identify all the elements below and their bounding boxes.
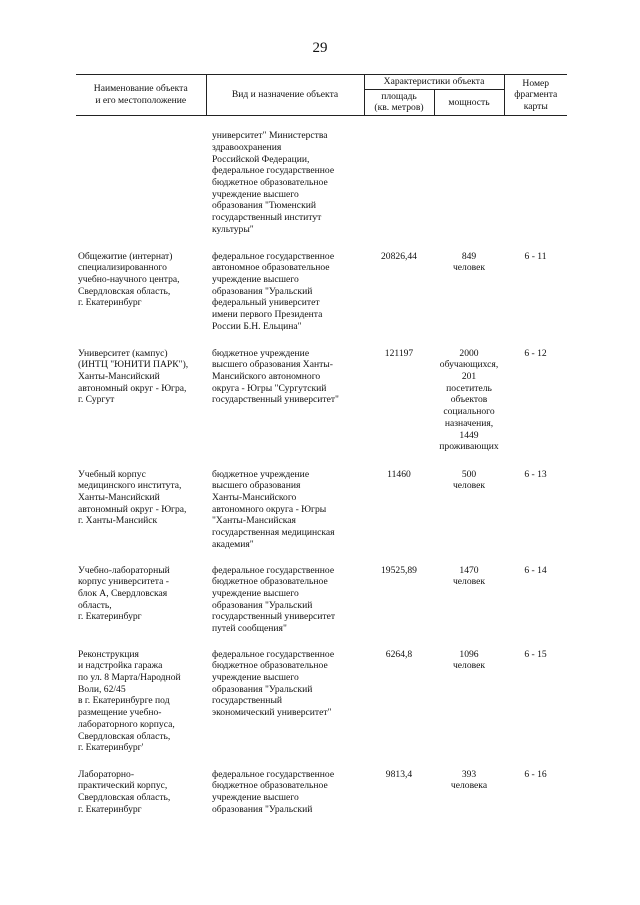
row-name: Общежитие (интернат) специализированного учебно-научного центра, Свердловская область, г. Екатеринбург <box>78 250 180 309</box>
row-kind: бюджетное учреждение высшего образования Ханты- Мансийского автономного округа - Югры "Сургутский государственный университет" <box>212 347 339 406</box>
header-name: Наименование объекта и его местоположение <box>76 75 206 116</box>
header-fragment: Номер фрагмента карты <box>504 75 567 116</box>
row-capacity <box>434 116 504 251</box>
table-row <box>76 769 567 816</box>
row-area: 9813,4 <box>385 768 413 780</box>
row-area: 6264,8 <box>385 648 413 660</box>
row-capacity: 500 человек <box>452 468 486 492</box>
objects-table <box>76 74 567 815</box>
table-row <box>76 251 567 348</box>
row-fragment: 6 - 12 <box>524 347 547 359</box>
row-area: 121197 <box>384 347 414 359</box>
header-characteristics: Характеристики объекта <box>364 75 504 90</box>
header-kind: Вид и назначение объекта <box>206 75 364 116</box>
row-name: Учебно-лабораторный корпус университета - блок А, Свердловская область, г. Екатеринбург <box>78 564 170 623</box>
table-row <box>76 565 567 649</box>
row-kind: федеральное государственное автономное образовательное учреждение высшего образования "Уральский федеральный университет имени первого Президента России Б.Н. Ельцина" <box>212 250 335 332</box>
row-kind: бюджетное учреждение высшего образования Ханты-Мансийского автономного округа - Югры "Ханты-Мансийская государственная медицинская академия" <box>212 468 335 550</box>
table-row <box>76 469 567 565</box>
row-name: Реконструкция и надстройка гаража по ул. 8 Марта/Народной Воли, 62/45 в г. Екатеринбурге под размещение учебно- лабораторного корпуса, Свердловская область, г. Екатеринбург' <box>78 648 181 754</box>
row-capacity: 393 человека <box>450 768 488 792</box>
row-area <box>364 116 434 251</box>
row-capacity: 849 человек <box>452 250 486 274</box>
header-capacity: мощность <box>434 89 504 115</box>
row-fragment: 6 - 13 <box>524 468 547 480</box>
row-name: Учебный корпус медицинского института, Ханты-Мансийский автономный округ - Югра, г. Ханты-Мансийск <box>78 468 187 527</box>
row-name: Лабораторно- практический корпус, Свердловская область, г. Екатеринбург <box>78 768 171 815</box>
row-fragment: 6 - 14 <box>524 564 547 576</box>
row-fragment: 6 - 11 <box>524 250 547 262</box>
row-name <box>76 116 206 251</box>
row-area: 11460 <box>387 468 411 480</box>
row-kind: федеральное государственное бюджетное образовательное учреждение высшего образования "Уральский государственный университет путей сообщения" <box>212 564 336 635</box>
table-row <box>76 348 567 469</box>
row-area: 19525,89 <box>381 564 417 576</box>
row-fragment <box>504 116 567 251</box>
row-fragment: 6 - 16 <box>524 768 547 780</box>
table-row <box>76 649 567 769</box>
row-fragment: 6 - 15 <box>524 648 547 660</box>
page-number: 29 <box>312 40 328 56</box>
header-area: площадь (кв. метров) <box>364 89 434 115</box>
row-area: 20826,44 <box>381 250 417 262</box>
row-capacity: 1096 человек <box>452 648 486 672</box>
row-kind: федеральное государственное бюджетное образовательное учреждение высшего образования "Уральский <box>212 768 335 815</box>
row-capacity: 1470 человек <box>452 564 486 588</box>
row-capacity: 2000 обучающихся, 201 посетитель объектов социального назначения, 1449 проживающих <box>439 347 499 453</box>
table-header <box>76 75 567 116</box>
row-kind: университет" Министерства здравоохранения Российской Федерации, федеральное государственное бюджетное образовательное учреждение высшего образования "Тюменский государственный институт культуры" <box>212 130 335 235</box>
row-kind: федеральное государственное бюджетное образовательное учреждение высшего образования "Уральский государственный экономический университет" <box>212 648 335 719</box>
table-row <box>76 116 567 251</box>
row-name: Университет (кампус) (ИНТЦ "ЮНИТИ ПАРК"), Ханты-Мансийский автономный округ - Югра, г. Сургут <box>78 347 189 406</box>
